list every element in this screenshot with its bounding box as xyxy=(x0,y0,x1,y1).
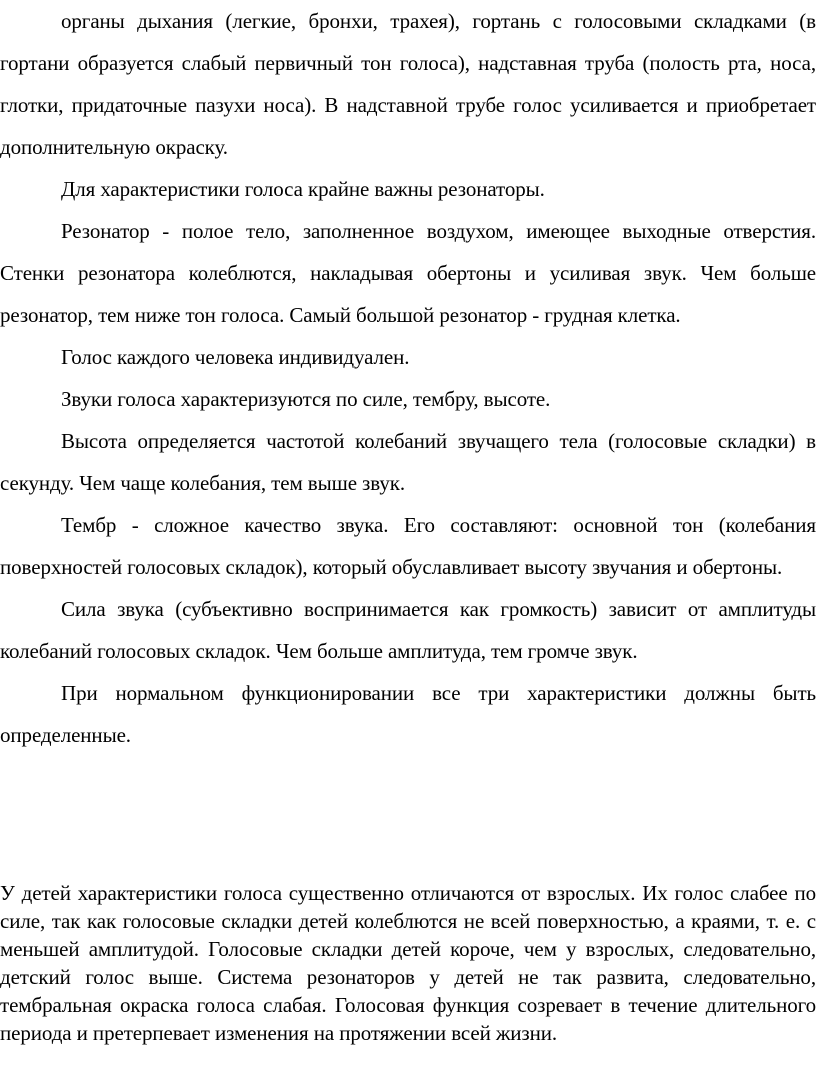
paragraph-resonator-definition: Резонатор - полое тело, заполненное воздухом, имеющее выходные отверстия. Стенки резонатора колеблются, накладывая обертоны и усиливая звук. Чем больше резонатор, тем ниже тон голоса. Самый большой резонатор - грудная клетка. xyxy=(0,219,816,327)
paragraph-voice-characteristics: Звуки голоса характеризуются по силе, тембру, высоте. xyxy=(61,387,551,411)
paragraph-pitch: Высота определяется частотой колебаний звучащего тела (голосовые складки) в секунду. Чем чаще колебания, тем выше звук. xyxy=(0,429,816,495)
single-spaced-body xyxy=(0,879,816,1047)
paragraph-timbre: Тембр - сложное качество звука. Его составляют: основной тон (колебания поверхностей голосовых складок), который обуславливает высоту звучания и обертоны. xyxy=(0,513,816,579)
paragraph-voice-individual: Голос каждого человека индивидуален. xyxy=(61,345,410,369)
paragraph-respiratory-organs: органы дыхания (легкие, бронхи, трахея), гортань с голосовыми складками (в гортани образуется слабый первичный тон голоса), надставная труба (полость рта, носа, глотки, придаточные пазухи носа). В надставной трубе голос усиливается и приобретает дополнительную окраску. xyxy=(0,9,816,159)
paragraph-normal-function: При нормальном функционировании все три характеристики должны быть определенные. xyxy=(0,681,816,747)
paragraph-children-voice: У детей характеристики голоса существенно отличаются от взрослых. Их голос слабее по силе, так как голосовые складки детей колеблются не всей поверхностью, а краями, т. е. с меньшей амплитудой. Голосовые складки детей короче, чем у взрослых, следовательно, детский голос выше. Система резонаторов у детей не так развита, следовательно, тембральная окраска голоса слабая. Голосовая функция созревает в течение длительного периода и претерпевает изменения на протяжении всей жизни. xyxy=(0,881,816,1045)
paragraph-resonators-importance: Для характеристики голоса крайне важны резонаторы. xyxy=(61,177,545,201)
paragraph-loudness: Сила звука (субъективно воспринимается как громкость) зависит от амплитуды колебаний голосовых складок. Чем больше амплитуда, тем громче звук. xyxy=(0,597,816,663)
